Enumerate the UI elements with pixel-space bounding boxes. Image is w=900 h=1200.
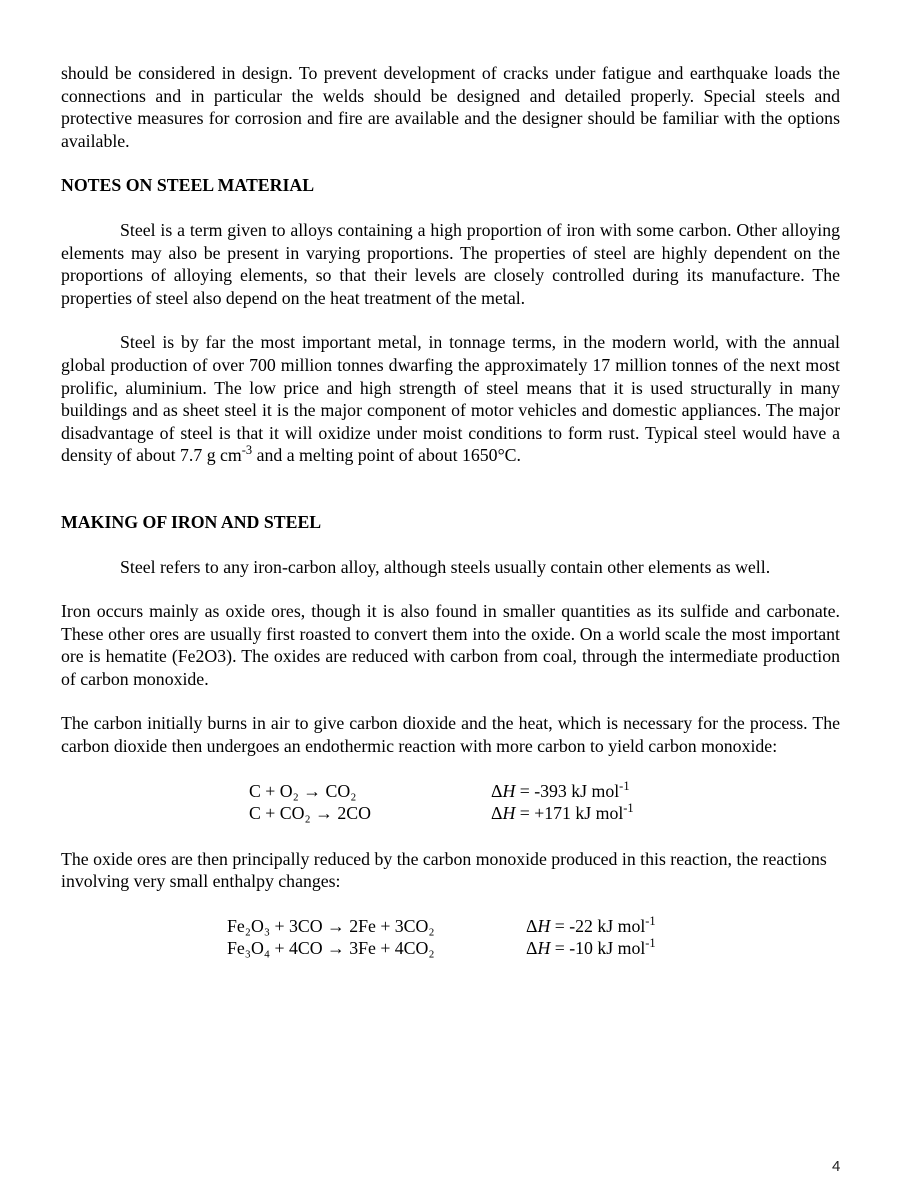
equation-block-1 [61, 780, 840, 826]
enthalpy-symbol: ΔH [526, 937, 551, 958]
intro-paragraph: should be considered in design. To prevent development of cracks under fatigue and earthquake loads the connections and in particular the welds should be designed and detailed properly. Special steels and protective measures for corrosion and fire are available and the designer should be familiar with the options available. [61, 63, 840, 151]
steel-alloy-paragraph: Steel refers to any iron-carbon alloy, although steels usually contain other elements as well. [120, 556, 771, 577]
steel-importance-paragraph [61, 331, 840, 467]
density-exponent: -3 [241, 443, 253, 458]
reaction-c-co2: C + CO₂ → 2CO [249, 802, 371, 823]
oxide-reduction-paragraph: The oxide ores are then principally reduced by the carbon monoxide produced in this reaction, the reactions involving very small enthalpy changes: [61, 848, 827, 892]
enthalpy-symbol: ΔH [526, 915, 551, 936]
enthalpy-c-co2: ΔH = +171 kJ mol$^{-1}$ [491, 800, 634, 823]
steel-definition-paragraph: Steel is a term given to alloys containing a high proportion of iron with some carbon. Other alloying elements may also be present in varying proportions. The properties of steel are highly dependent on the proportions of alloying elements, so that their levels are closely controlled during its manufacture. The properties of steel also depend on the heat treatment of the metal. [61, 219, 840, 308]
enthalpy-symbol: ΔH [491, 780, 516, 801]
carbon-burning-paragraph: The carbon initially burns in air to give carbon dioxide and the heat, which is necessary for the process. The carbon dioxide then undergoes an endothermic reaction with more carbon to yield carbon monoxide: [61, 713, 840, 757]
heading-notes-on-steel: NOTES ON STEEL MATERIAL [61, 175, 315, 196]
steel-importance-text: Steel is by far the most important metal, in tonnage terms, in the modern world, with the annual global production of over 700 million tonnes dwarfing the approximately 17 million tonnes of the next most prolific, aluminium. The low price and high strength of steel means that it is used structurally in many buildings and as sheet steel it is the major component of motor vehicles and domestic appliances. The major disadvantage of steel is that it will oxidize under moist conditions to form rust. Typical steel would have a density of about 7.7 g cm [61, 332, 840, 466]
iron-ores-paragraph: Iron occurs mainly as oxide ores, though it is also found in smaller quantities as its sulfide and carbonate. These other ores are usually first roasted to convert them into the oxide. On a world scale the most important ore is hematite (Fe2O3). The oxides are reduced with carbon from coal, through the intermediate production of carbon monoxide. [61, 601, 840, 689]
steel-importance-tail: and a melting point of about 1650°C. [252, 445, 521, 466]
page-content [61, 62, 840, 961]
enthalpy-fe3o4: ΔH = -10 kJ mol$^{-1}$ [526, 936, 656, 958]
equation-block-2 [61, 915, 840, 961]
heading-making-of-iron: MAKING OF IRON AND STEEL [61, 511, 322, 532]
page-number: 4 [832, 1158, 841, 1175]
enthalpy-fe2o3: ΔH = -22 kJ mol$^{-1}$ [526, 914, 656, 936]
reaction-fe3o4: Fe₃O₄ + 4CO → 3Fe + 4CO₂ [227, 937, 435, 958]
reaction-fe2o3: Fe₂O₃ + 3CO → 2Fe + 3CO₂ [227, 915, 435, 936]
enthalpy-c-o2: ΔH = -393 kJ mol$^{-1}$ [491, 778, 630, 801]
reaction-c-o2: C + O₂ → CO₂ [249, 780, 357, 801]
enthalpy-symbol: ΔH [491, 802, 516, 823]
